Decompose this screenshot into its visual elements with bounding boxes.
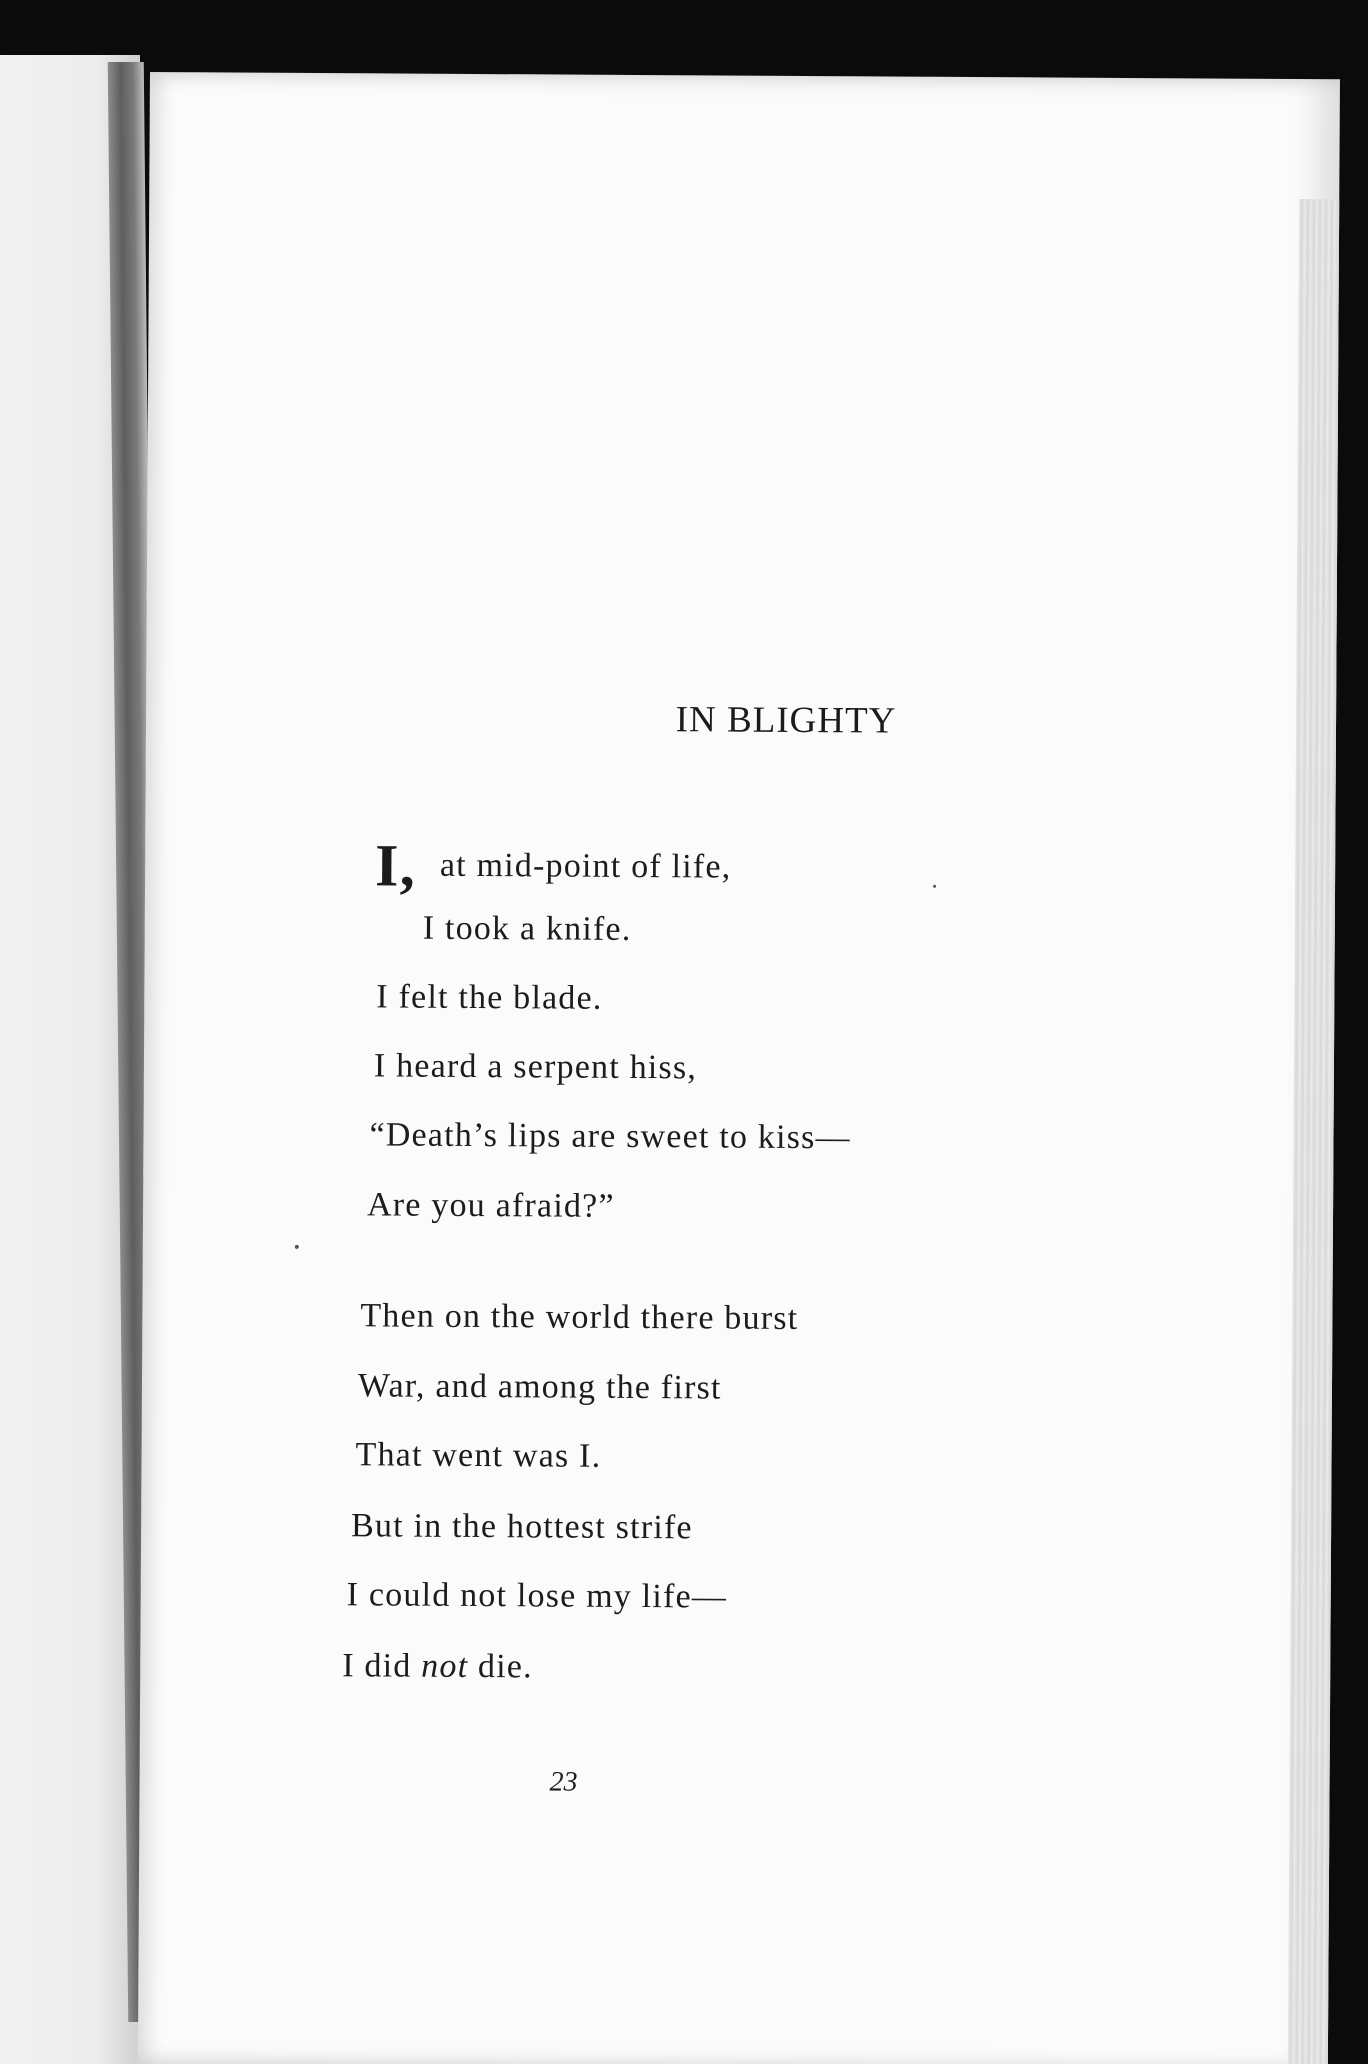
poem-title: IN BLIGHTY (675, 699, 897, 742)
stanza2-line6-post: die. (468, 1647, 533, 1686)
stanza1-line1 (374, 832, 732, 899)
stanza2-line6-pre: I did (342, 1647, 422, 1685)
stanza2-line6 (342, 1647, 533, 1686)
stanza1-line1-text: at mid-point of life, (439, 846, 732, 886)
drop-cap: I, (374, 832, 417, 899)
dust-speck (295, 1245, 299, 1249)
stanza1-line5: “Death’s lips are sweet to kiss— (369, 1116, 851, 1157)
stanza2-line2: War, and among the first (357, 1367, 722, 1407)
stanza1-line2: I took a knife. (422, 909, 632, 948)
dust-speck (933, 885, 936, 888)
page-number: 23 (549, 1766, 578, 1798)
stanza2-line4: But in the hottest strife (351, 1507, 693, 1547)
stanza1-line3: I felt the blade. (376, 978, 603, 1017)
page-edges (1287, 199, 1339, 2064)
stanza1-line6: Are you afraid?” (366, 1186, 615, 1225)
stanza2-line3: That went was I. (355, 1436, 602, 1475)
stanza2-line1: Then on the world there burst (360, 1297, 799, 1337)
book-page (138, 72, 1340, 2064)
emphasized-word: not (421, 1647, 469, 1685)
stanza1-line4: I heard a serpent hiss, (373, 1047, 698, 1087)
stanza2-line5: I could not lose my life— (346, 1576, 728, 1616)
